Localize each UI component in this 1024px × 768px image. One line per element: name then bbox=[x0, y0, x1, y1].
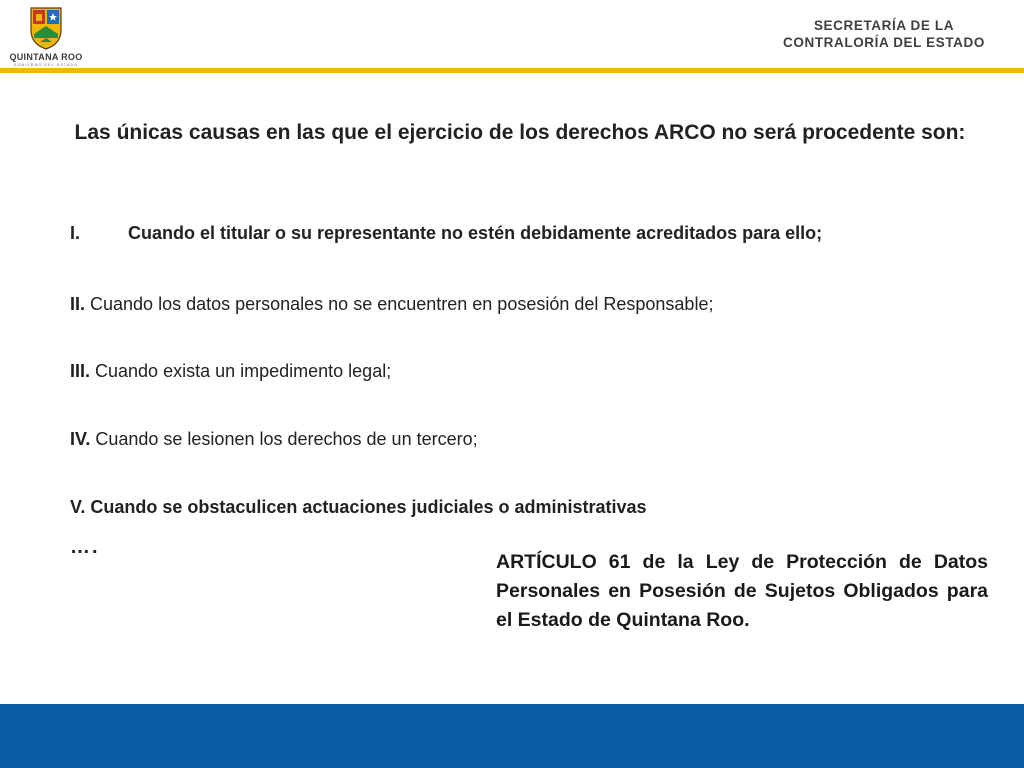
list-item-number: II. bbox=[70, 294, 86, 314]
ellipsis: …. bbox=[70, 536, 100, 558]
list-item-number: V. bbox=[70, 497, 86, 517]
quintana-roo-logo bbox=[6, 4, 86, 68]
logo-name: QUINTANA ROO bbox=[9, 52, 83, 62]
header-title-line2: CONTRALORÍA DEL ESTADO bbox=[783, 35, 985, 50]
list-item-text: Cuando el titular o su representante no estén debidamente acreditados para ello; bbox=[128, 223, 823, 243]
coat-of-arms-icon bbox=[28, 4, 64, 50]
list-item bbox=[70, 222, 822, 244]
footer-band bbox=[0, 704, 1024, 768]
list-item-text: Cuando se lesionen los derechos de un tercero; bbox=[90, 429, 478, 449]
slide-heading: Las únicas causas en las que el ejercicio de los derechos ARCO no será procedente son: bbox=[74, 121, 966, 144]
logo-subtitle: GOBIERNO DEL ESTADO bbox=[13, 63, 79, 67]
list-item-text: Cuando los datos personales no se encuentren en posesión del Responsable; bbox=[85, 294, 714, 314]
list-item-number: IV. bbox=[70, 429, 91, 449]
list-item bbox=[70, 360, 391, 382]
list-item-number: I. bbox=[70, 223, 81, 243]
legal-citation: ARTÍCULO 61 de la Ley de Protección de Datos Personales en Posesión de Sujetos Obligados para el Estado de Quintana Roo. bbox=[496, 551, 988, 631]
list-item-number: III. bbox=[70, 361, 91, 381]
header-title-line1: SECRETARÍA DE LA bbox=[813, 18, 955, 33]
header-divider bbox=[0, 68, 1024, 73]
list-item-text: Cuando exista un impedimento legal; bbox=[90, 361, 392, 381]
list-item bbox=[70, 496, 647, 518]
list-item bbox=[70, 428, 478, 450]
header-title bbox=[754, 17, 1014, 51]
list-item-text: Cuando se obstaculicen actuaciones judiciales o administrativas bbox=[85, 497, 647, 517]
list-item bbox=[70, 293, 713, 315]
